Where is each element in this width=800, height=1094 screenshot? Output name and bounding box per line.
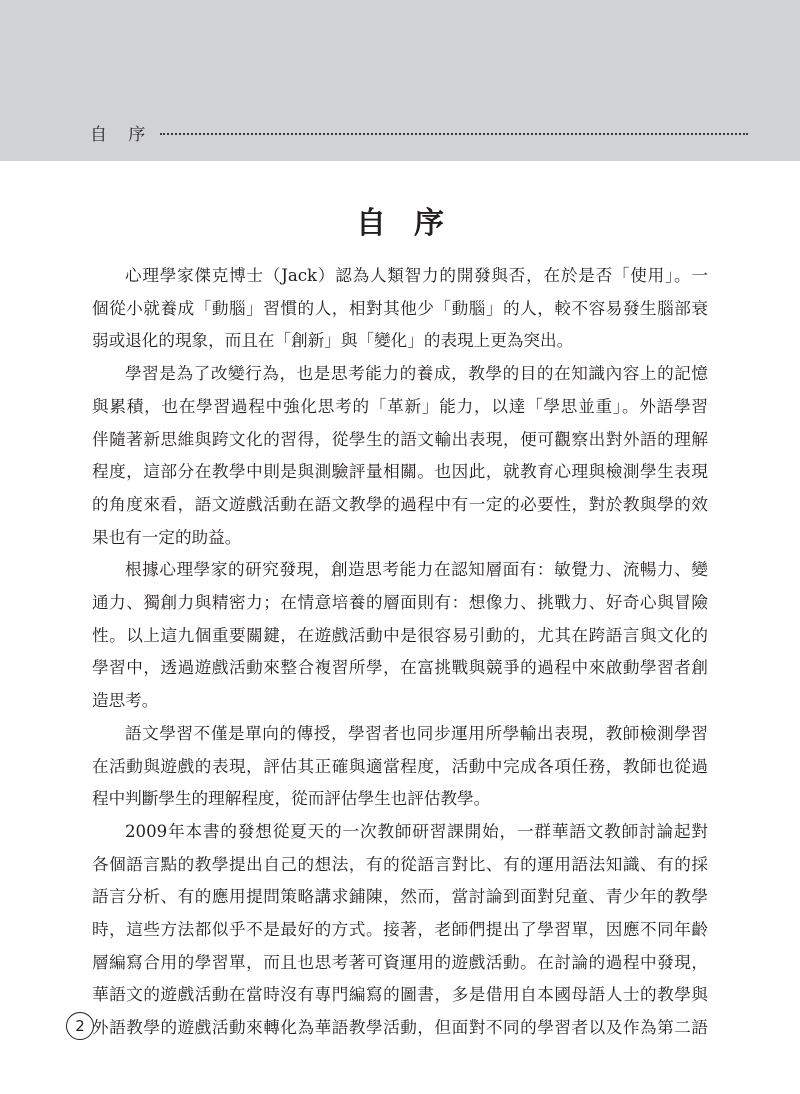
running-head: 自 序	[90, 125, 154, 145]
text-line: 層編寫合用的學習單，而且也思考著可資運用的遊戲活動。在討論的過程中發現，	[92, 952, 708, 972]
body-text	[92, 260, 708, 1045]
paragraph	[92, 718, 708, 816]
chapter-title: 自序	[356, 206, 472, 241]
text-line: 在活動與遊戲的表現，評估其正確與適當程度，活動中完成各項任務，教師也從過	[92, 756, 708, 776]
text-line: 果也有一定的助益。	[92, 527, 242, 547]
text-line: 程度，這部分在教學中則是與測驗評量相關。也因此，就教育心理與檢測學生表現	[92, 462, 708, 482]
text-line: 心理學家傑克博士（Jack）認為人類智力的開發與否，在於是否「使用」。一	[125, 266, 708, 285]
text-line: 語文學習不僅是單向的傳授，學習者也同步運用所學輸出表現，教師檢測學習	[125, 723, 708, 743]
text-line: 通力、獨創力與精密力；在情意培養的層面則有：想像力、挑戰力、好奇心與冒險	[92, 593, 708, 613]
dotted-leader	[160, 133, 748, 135]
paragraph	[92, 260, 708, 358]
text-line: 個從小就養成「動腦」習慣的人，相對其他少「動腦」的人，較不容易發生腦部衰	[92, 298, 708, 318]
paragraph	[92, 358, 708, 554]
text-line: 與累積，也在學習過程中強化思考的「革新」能力，以達「學思並重」。外語學習	[92, 396, 708, 416]
text-line: 程中判斷學生的理解程度，從而評估學生也評估教學。	[92, 789, 491, 809]
text-line: 造思考。	[92, 691, 159, 711]
text-line: 外語教學的遊戲活動來轉化為華語教學活動，但面對不同的學習者以及作為第二語	[92, 1018, 708, 1038]
text-line: 學習是為了改變行為，也是思考能力的養成，教學的目的在知識內容上的記憶	[125, 364, 708, 384]
paragraph	[92, 816, 708, 1045]
text-line: 弱或退化的現象，而且在「創新」與「變化」的表現上更為突出。	[92, 331, 574, 351]
text-line: 語言分析、有的應用提問策略講求鋪陳，然而，當討論到面對兒童、青少年的教學	[92, 887, 708, 907]
text-line: 伴隨著新思維與跨文化的習得，從學生的語文輸出表現，便可觀察出對外語的理解	[92, 429, 708, 449]
text-line: 2009年本書的發想從夏天的一次教師研習課開始，一群華語文教師討論起對	[125, 821, 708, 841]
text-line: 學習中，透過遊戲活動來整合複習所學，在富挑戰與競爭的過程中來啟動學習者創	[92, 658, 708, 678]
text-line: 根據心理學家的研究發現，創造思考能力在認知層面有：敏覺力、流暢力、變	[125, 560, 708, 580]
text-line: 性。以上這九個重要關鍵，在遊戲活動中是很容易引動的，尤其在跨語言與文化的	[92, 625, 708, 645]
page-number: 2	[66, 1012, 94, 1040]
text-line: 時，這些方法都似乎不是最好的方式。接著，老師們提出了學習單，因應不同年齡	[92, 920, 708, 940]
header-band	[0, 0, 800, 161]
text-line: 的角度來看，語文遊戲活動在語文教學的過程中有一定的必要性，對於教與學的效	[92, 494, 708, 514]
text-line: 各個語言點的教學提出自己的想法，有的從語言對比、有的運用語法知識、有的採	[92, 854, 708, 874]
text-line: 華語文的遊戲活動在當時沒有專門編寫的圖書，多是借用自本國母語人士的教學與	[92, 985, 708, 1005]
paragraph	[92, 554, 708, 718]
